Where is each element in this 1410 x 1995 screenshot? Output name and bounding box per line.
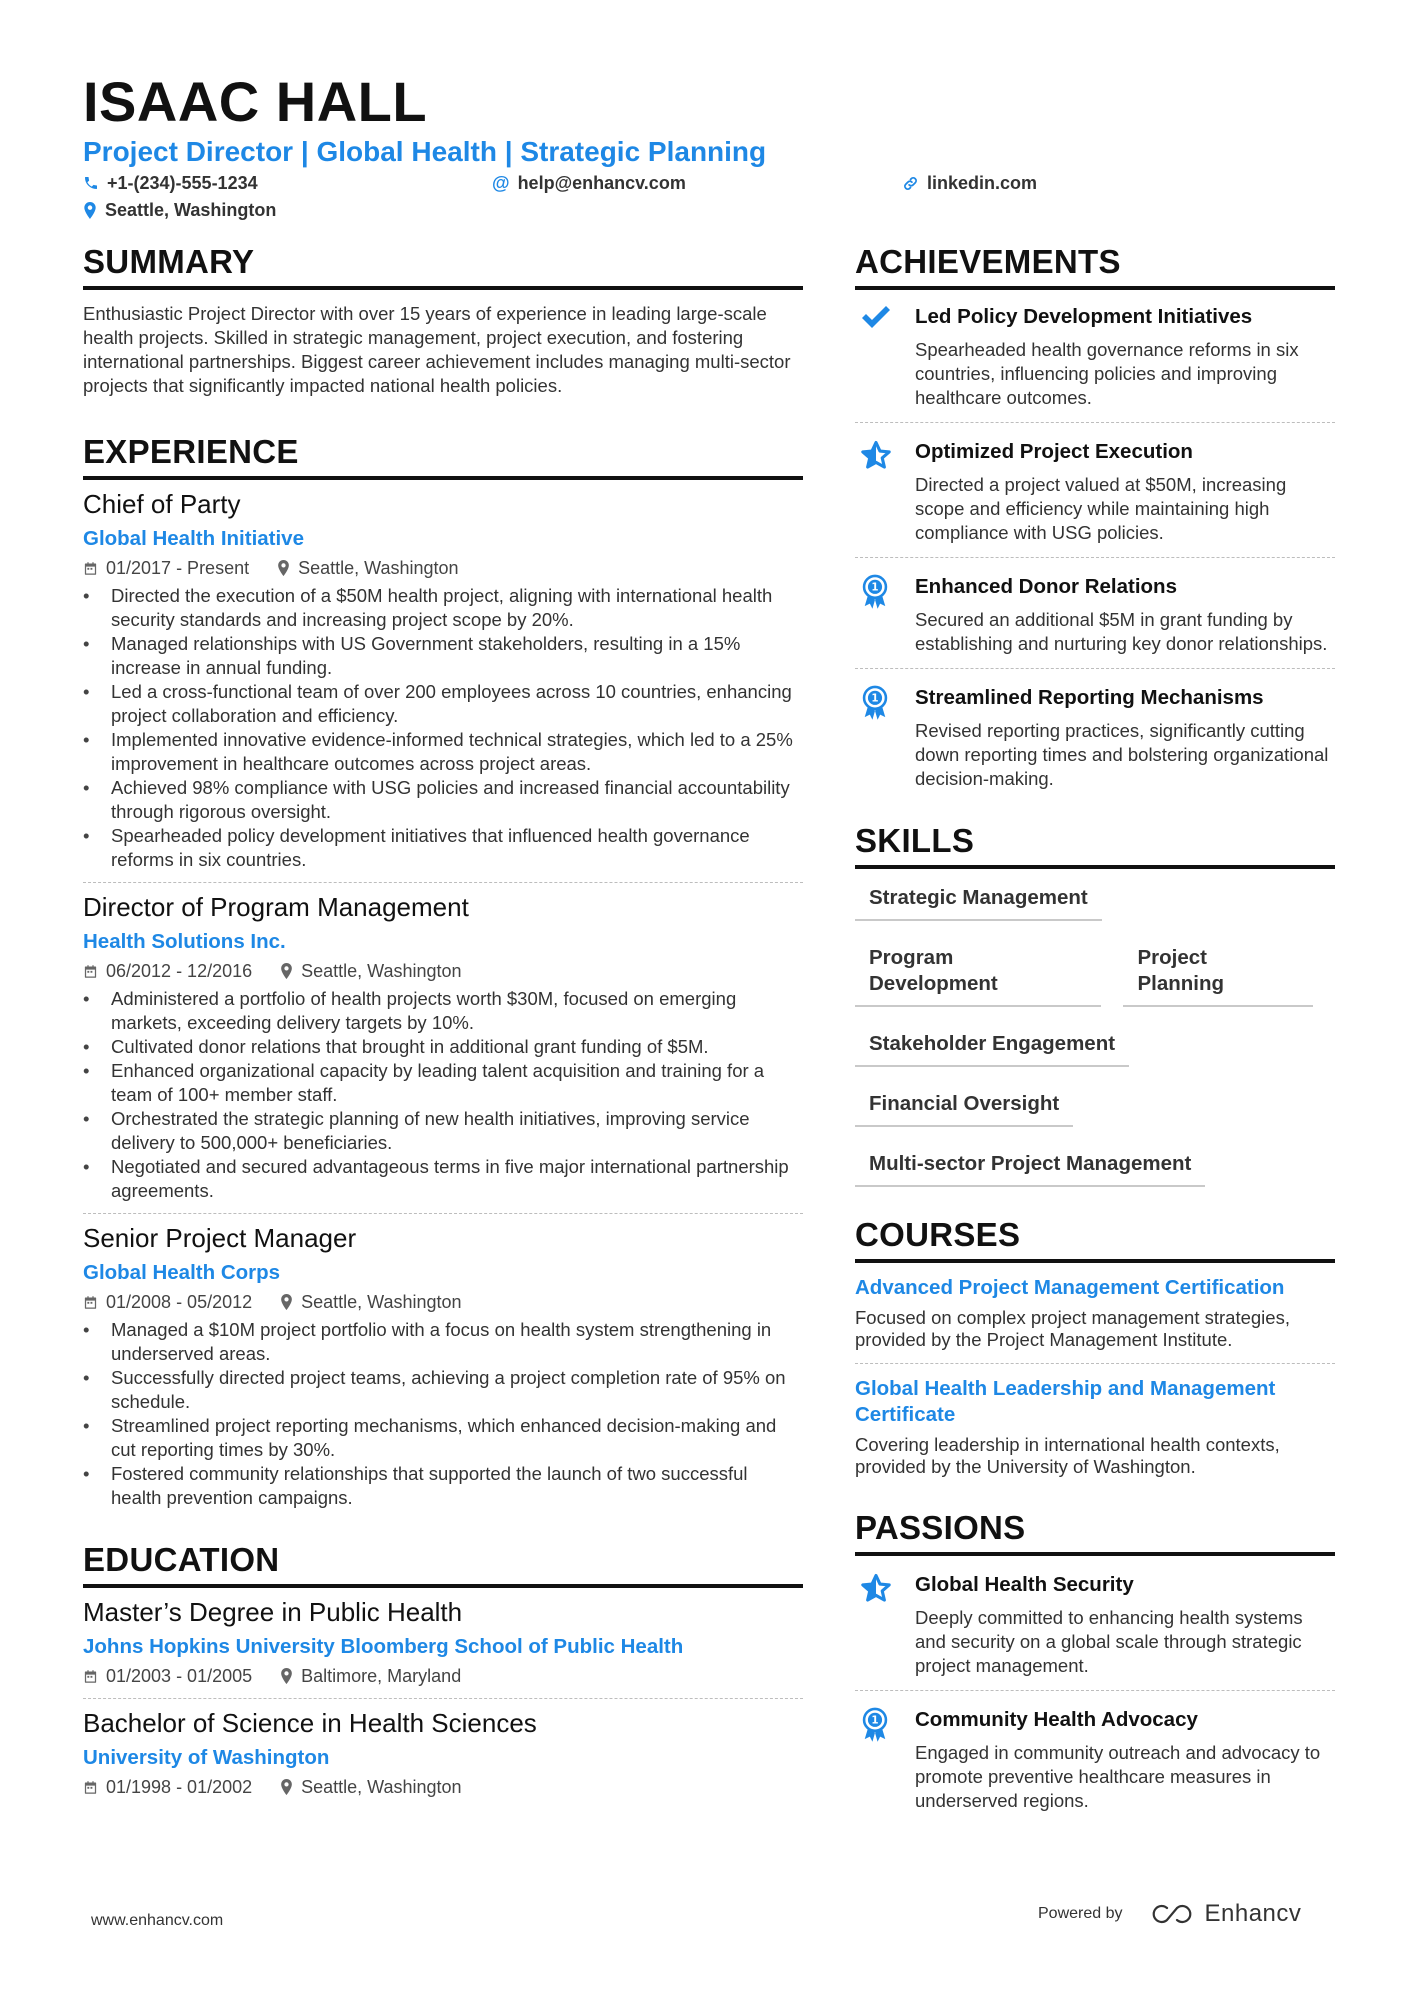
job-title: Senior Project Manager (83, 1223, 357, 1253)
passions-heading: PASSIONS (855, 1508, 1335, 1556)
education-meta (83, 1775, 803, 1799)
job-dates-text: 01/2008 - 05/2012 (106, 1292, 253, 1312)
bullet-item: • Orchestrated the strategic planning of new health initiatives, improving service delivery to 500,000+ beneficiaries. (83, 1107, 803, 1155)
job-location-text: Seattle, Washington (301, 961, 462, 981)
course-entry (855, 1376, 1335, 1478)
job-entry (83, 891, 803, 1203)
achievement-icon-wrap (855, 304, 915, 410)
passion-desc: Engaged in community outreach and advocacy to promote preventive healthcare measures in underserved regions. (915, 1742, 1321, 1811)
education-location-text: Seattle, Washington (301, 1777, 462, 1797)
linkedin-text[interactable]: linkedin.com (927, 173, 1038, 193)
skills-row (855, 1087, 1335, 1147)
passion-icon-wrap (855, 1572, 915, 1678)
candidate-subtitle: Project Director | Global Health | Strategic Planning (83, 136, 767, 167)
job-dates (83, 556, 249, 580)
education-dates-text: 01/2003 - 01/2005 (106, 1666, 253, 1686)
phone-text: +1-(234)-555-1234 (107, 173, 258, 193)
course-title: Advanced Project Management Certification (855, 1276, 1285, 1299)
svg-text:1: 1 (871, 581, 879, 594)
bullet-item: • Successfully directed project teams, achieving a project completion rate of 95% on schedule. (83, 1366, 803, 1414)
passion-title: Global Health Security (915, 1573, 1134, 1596)
achievement-body (915, 304, 1335, 410)
star-icon (859, 1572, 893, 1606)
job-dates (83, 959, 252, 983)
skills-row (855, 941, 1335, 1027)
skills-heading: SKILLS (855, 821, 1335, 869)
star-icon (859, 439, 893, 473)
education-dates (83, 1775, 252, 1799)
passion-title: Community Health Advocacy (915, 1708, 1198, 1731)
bullet-item: • Directed the execution of a $50M health project, aligning with international health security standards and increasing project scope by 20%. (83, 584, 803, 632)
job-dates (83, 1290, 252, 1314)
company-name: Global Health Initiative (83, 527, 304, 550)
bullet-item: • Implemented innovative evidence-informed technical strategies, which led to a 25% improvement in healthcare outcomes across project areas. (83, 728, 803, 776)
company-name: Health Solutions Inc. (83, 930, 286, 953)
school-name: Johns Hopkins University Bloomberg School of Public Health (83, 1635, 684, 1658)
calendar-icon (83, 561, 98, 576)
check-icon (859, 304, 893, 332)
enhancv-logo-icon (1149, 1902, 1195, 1926)
dashed-divider (83, 1213, 803, 1214)
contact-email[interactable] (492, 171, 686, 195)
job-bullets (83, 1318, 803, 1510)
skill-tag: Stakeholder Engagement (855, 1027, 1129, 1067)
job-location-text: Seattle, Washington (298, 558, 459, 578)
achievement-item (855, 558, 1335, 669)
bullet-item: • Led a cross-functional team of over 200 employees across 10 countries, enhancing project collaboration and efficiency. (83, 680, 803, 728)
bullet-item: • Enhanced organizational capacity by leading talent acquisition and training for a team of 100+ member staff. (83, 1059, 803, 1107)
award-icon (859, 574, 891, 610)
job-meta (83, 1290, 803, 1314)
achievements-heading: ACHIEVEMENTS (855, 242, 1335, 290)
summary-heading: SUMMARY (83, 242, 803, 290)
achievement-icon-wrap (855, 685, 915, 791)
location-pin-icon (280, 1779, 293, 1795)
education-location-text: Baltimore, Maryland (301, 1666, 462, 1686)
achievement-body (915, 685, 1335, 791)
course-desc: Covering leadership in international health contexts, provided by the University of Washington. (855, 1434, 1280, 1477)
email-text[interactable]: help@enhancv.com (517, 173, 686, 193)
skill-tag: Multi-sector Project Management (855, 1147, 1205, 1187)
job-entry (83, 1222, 803, 1510)
degree-title: Master’s Degree in Public Health (83, 1597, 463, 1627)
calendar-icon (83, 1295, 98, 1310)
job-bullets (83, 987, 803, 1203)
job-dates-text: 06/2012 - 12/2016 (106, 961, 253, 981)
achievement-icon-wrap (855, 439, 915, 545)
job-title: Chief of Party (83, 489, 241, 519)
bullet-item: • Achieved 98% compliance with USG policies and increased financial accountability through rigorous oversight. (83, 776, 803, 824)
skills-row (855, 881, 1335, 941)
bullet-item: • Streamlined project reporting mechanisms, which enhanced decision-making and cut reporting times by 30%. (83, 1414, 803, 1462)
svg-text:1: 1 (871, 1714, 879, 1727)
svg-text:1: 1 (871, 692, 879, 705)
company-name: Global Health Corps (83, 1261, 281, 1284)
achievement-body (915, 439, 1335, 545)
skills-row (855, 1027, 1335, 1087)
achievement-body (915, 574, 1335, 656)
achievement-title: Optimized Project Execution (915, 440, 1193, 463)
dashed-divider (83, 882, 803, 883)
achievement-title: Streamlined Reporting Mechanisms (915, 686, 1264, 709)
job-meta (83, 556, 803, 580)
bullet-item: • Cultivated donor relations that brought in additional grant funding of $5M. (83, 1035, 803, 1059)
passion-body (915, 1572, 1335, 1678)
skills-row (855, 1147, 1335, 1207)
skill-tag: Program Development (855, 941, 1101, 1007)
dashed-divider (83, 1698, 803, 1699)
achievement-item (855, 423, 1335, 558)
left-column (83, 242, 803, 1799)
job-location-text: Seattle, Washington (301, 1292, 462, 1312)
bullet-item: • Spearheaded policy development initiatives that influenced health governance reforms in six countries. (83, 824, 803, 872)
passion-icon-wrap (855, 1707, 915, 1813)
footer-powered (1038, 1900, 1301, 1928)
contact-phone (83, 171, 258, 195)
location-pin-icon (280, 963, 293, 979)
skill-tag: Strategic Management (855, 881, 1102, 921)
degree-title: Bachelor of Science in Health Sciences (83, 1708, 537, 1738)
calendar-icon (83, 964, 98, 979)
education-dates (83, 1664, 252, 1688)
contact-linkedin[interactable] (902, 171, 1037, 195)
bullet-item: • Fostered community relationships that supported the launch of two successful health prevention campaigns. (83, 1462, 803, 1510)
course-entry (855, 1275, 1335, 1351)
achievement-desc: Secured an additional $5M in grant funding by establishing and nurturing key donor relationships. (915, 609, 1328, 654)
skill-tag: Project Planning (1123, 941, 1313, 1007)
location-pin-icon (83, 202, 97, 219)
footer-website[interactable]: www.enhancv.com (91, 1912, 224, 1929)
bullet-item: • Administered a portfolio of health projects worth $30M, focused on emerging markets, exceeding delivery targets by 10%. (83, 987, 803, 1035)
passion-body (915, 1707, 1335, 1813)
education-entry (83, 1707, 803, 1799)
achievement-icon-wrap (855, 574, 915, 656)
right-column (855, 242, 1335, 1825)
job-location (277, 556, 458, 580)
education-dates-text: 01/1998 - 01/2002 (106, 1777, 253, 1797)
achievement-item (855, 669, 1335, 803)
link-icon (902, 175, 919, 192)
at-icon: @ (492, 173, 510, 193)
course-desc: Focused on complex project management strategies, provided by the Project Management Institute. (855, 1307, 1290, 1350)
education-location (280, 1775, 461, 1799)
job-location (280, 959, 461, 983)
school-name: University of Washington (83, 1746, 330, 1769)
job-entry (83, 488, 803, 872)
achievement-desc: Directed a project valued at $50M, increasing scope and efficiency while maintaining high compliance with USG policies. (915, 474, 1287, 543)
candidate-name: ISAAC HALL (83, 70, 428, 133)
job-title: Director of Program Management (83, 892, 469, 922)
bullet-item: • Negotiated and secured advantageous terms in five major international partnership agreements. (83, 1155, 803, 1203)
summary-text: Enthusiastic Project Director with over 15 years of experience in leading large-scale health projects. Skilled in strategic management, project execution, and fostering international partnerships. Biggest career achievement includes managing multi-sector projects that significantly impacted national health policies. (83, 303, 791, 396)
enhancv-logo[interactable] (1149, 1900, 1302, 1928)
location-pin-icon (280, 1294, 293, 1310)
education-heading: EDUCATION (83, 1540, 803, 1588)
calendar-icon (83, 1669, 98, 1684)
award-icon (859, 1707, 891, 1743)
job-dates-text: 01/2017 - Present (106, 558, 250, 578)
brand-name: Enhancv (1204, 1900, 1302, 1927)
bullet-item: • Managed relationships with US Government stakeholders, resulting in a 15% increase in annual funding. (83, 632, 803, 680)
bullet-item: • Managed a $10M project portfolio with a focus on health system strengthening in underserved areas. (83, 1318, 803, 1366)
education-entry (83, 1596, 803, 1688)
achievement-title: Led Policy Development Initiatives (915, 305, 1253, 328)
achievement-title: Enhanced Donor Relations (915, 575, 1177, 598)
powered-by-label: Powered by (1038, 1905, 1123, 1922)
dashed-divider (855, 1363, 1335, 1364)
experience-heading: EXPERIENCE (83, 432, 803, 480)
achievement-desc: Revised reporting practices, significantly cutting down reporting times and bolstering organizational decision-making. (915, 720, 1329, 789)
job-meta (83, 959, 803, 983)
courses-heading: COURSES (855, 1215, 1335, 1263)
location-text: Seattle, Washington (105, 200, 277, 220)
passion-item (855, 1691, 1335, 1825)
skill-tag: Financial Oversight (855, 1087, 1073, 1127)
job-location (280, 1290, 461, 1314)
phone-icon (83, 175, 99, 191)
education-location (280, 1664, 461, 1688)
location-pin-icon (280, 1668, 293, 1684)
location-pin-icon (277, 560, 290, 576)
award-icon (859, 685, 891, 721)
job-bullets (83, 584, 803, 872)
passion-desc: Deeply committed to enhancing health systems and security on a global scale through strategic project management. (915, 1607, 1303, 1676)
education-meta (83, 1664, 803, 1688)
achievement-desc: Spearheaded health governance reforms in six countries, influencing policies and improving healthcare outcomes. (915, 339, 1299, 408)
achievement-item (855, 290, 1335, 423)
calendar-icon (83, 1780, 98, 1795)
passion-item (855, 1556, 1335, 1691)
skills-list (855, 881, 1335, 1207)
course-title: Global Health Leadership and Management Certificate (855, 1377, 1276, 1426)
contact-location (83, 198, 276, 222)
